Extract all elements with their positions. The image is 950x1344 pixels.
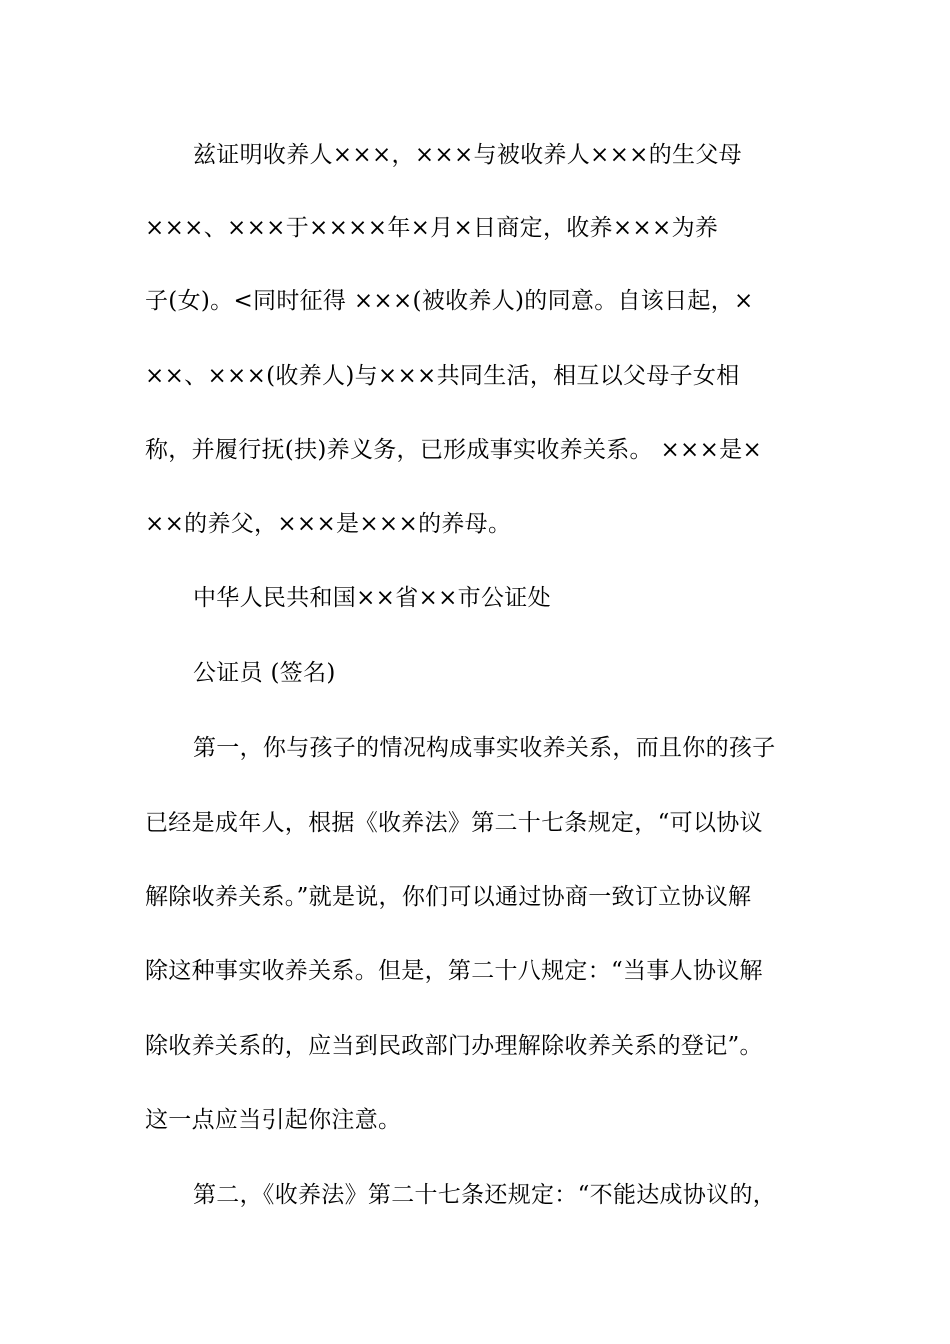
body-text-line: 已经是成年人，根据《收养法》第二十七条规定，“可以协议	[145, 810, 763, 836]
body-text-line: 除这种事实收养关系。但是，第二十八规定：“当事人协议解	[145, 958, 763, 984]
certificate-text-line: 子(女)。<同时征得 ×××(被收养人)的同意。自该日起，×	[145, 288, 754, 314]
body-text-line: 这一点应当引起你注意。	[145, 1107, 402, 1133]
body-text-line: 第二，《收养法》第二十七条还规定：“不能达成协议的，	[193, 1182, 777, 1208]
certificate-text-line: ××的养父，×××是×××的养母。	[145, 511, 512, 537]
notary-office: 中华人民共和国××省××市公证处	[193, 585, 551, 611]
body-text-line: 除收养关系的，应当到民政部门办理解除收养关系的登记”。	[145, 1033, 763, 1059]
certificate-text-line: ×××、×××于××××年×月×日商定，收养×××为养	[145, 215, 719, 241]
notary-signature: 公证员 (签名)	[193, 660, 336, 686]
certificate-text-line: ××、×××(收养人)与×××共同生活，相互以父母子女相	[145, 363, 740, 389]
body-text-line: 第一，你与孩子的情况构成事实收养关系，而且你的孩子	[193, 735, 776, 761]
certificate-text-line: 称，并履行抚(扶)养义务，已形成事实收养关系。 ×××是×	[145, 437, 763, 463]
certificate-text-line: 兹证明收养人×××，×××与被收养人×××的生父母	[193, 142, 742, 168]
body-text-line: 解除收养关系。”就是说，你们可以通过协商一致订立协议解	[145, 884, 752, 910]
